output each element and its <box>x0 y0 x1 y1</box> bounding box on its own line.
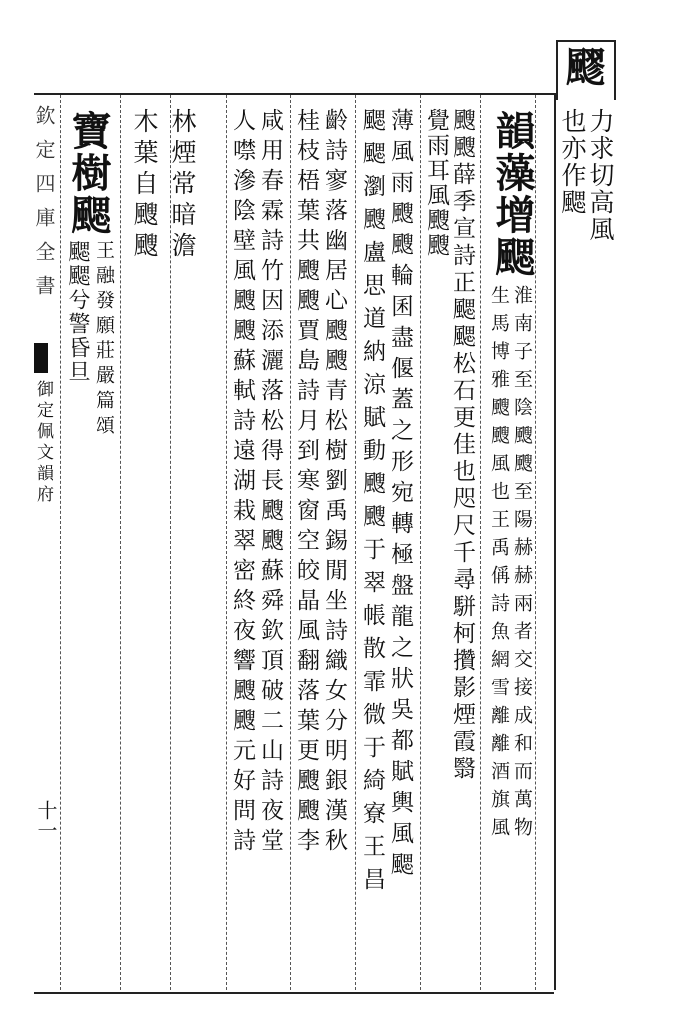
folio-number: 十一 <box>34 800 58 840</box>
text-column: 王融發願莊嚴篇頌 <box>93 240 115 440</box>
spine-book-title: 御定佩文韻府 <box>33 380 53 506</box>
text-column: 薄風雨颼颼輪囷盡偃蓋之形宛轉極盤龍之狀吳都賦輿風颸 <box>387 108 413 883</box>
entry-heading: 寶樹颸 <box>65 110 112 236</box>
column-rule <box>355 95 356 990</box>
text-column: 生馬博雅颼颼風也王禹偁詩魚網雪離離酒旗風 <box>488 285 510 845</box>
text-column: 颼颼薛季宣詩正颸颸松石更佳也咫尺千尋駢柯攢影煙霞翳 <box>449 108 475 783</box>
text-column: 齡詩寥落幽居心颼颼青松樹劉禹錫閒坐詩織女分明銀漢秋 <box>321 108 347 858</box>
text-column: 也亦作颸 <box>558 108 587 216</box>
text-column: 人噤滲陰壁風颼颼蘇軾詩遠湖栽翠密終夜響颼颼元好問詩 <box>229 108 255 858</box>
head-character: 飂 <box>559 46 606 88</box>
column-rule <box>60 95 61 990</box>
spine-title: 欽定四庫全書 <box>32 105 56 309</box>
column-rule <box>226 95 227 990</box>
text-column: 淮南子至陰颼颼至陽赫赫兩者交接成和而萬物 <box>511 285 533 845</box>
text-column: 林煙常暗澹 <box>168 108 197 263</box>
text-column: 颸颸兮警昏旦 <box>65 240 90 384</box>
text-column: 木葉自颼颼 <box>130 108 159 263</box>
entry-heading: 韻藻增颸 <box>489 110 536 278</box>
text-column: 力求切高風 <box>586 108 615 243</box>
text-column: 覺雨耳風颼颼 <box>423 108 449 258</box>
column-rule <box>420 95 421 990</box>
column-rule <box>120 95 121 990</box>
spine-marker <box>34 343 48 373</box>
text-column: 颸颸瀏颼盧思道納涼賦動颼颼于翠帳散霏微于綺寮王昌 <box>359 108 385 900</box>
text-column: 咸用春霖詩竹因添灑落松得長颼颼蘇舜欽頂破二山詩夜堂 <box>257 108 283 858</box>
column-rule <box>290 95 291 990</box>
frame-right-border <box>554 93 556 990</box>
column-rule <box>480 95 481 990</box>
text-column: 桂枝梧葉共颼颼賈島詩月到寒窗空皎晶風翻落葉更颼颼李 <box>293 108 319 858</box>
